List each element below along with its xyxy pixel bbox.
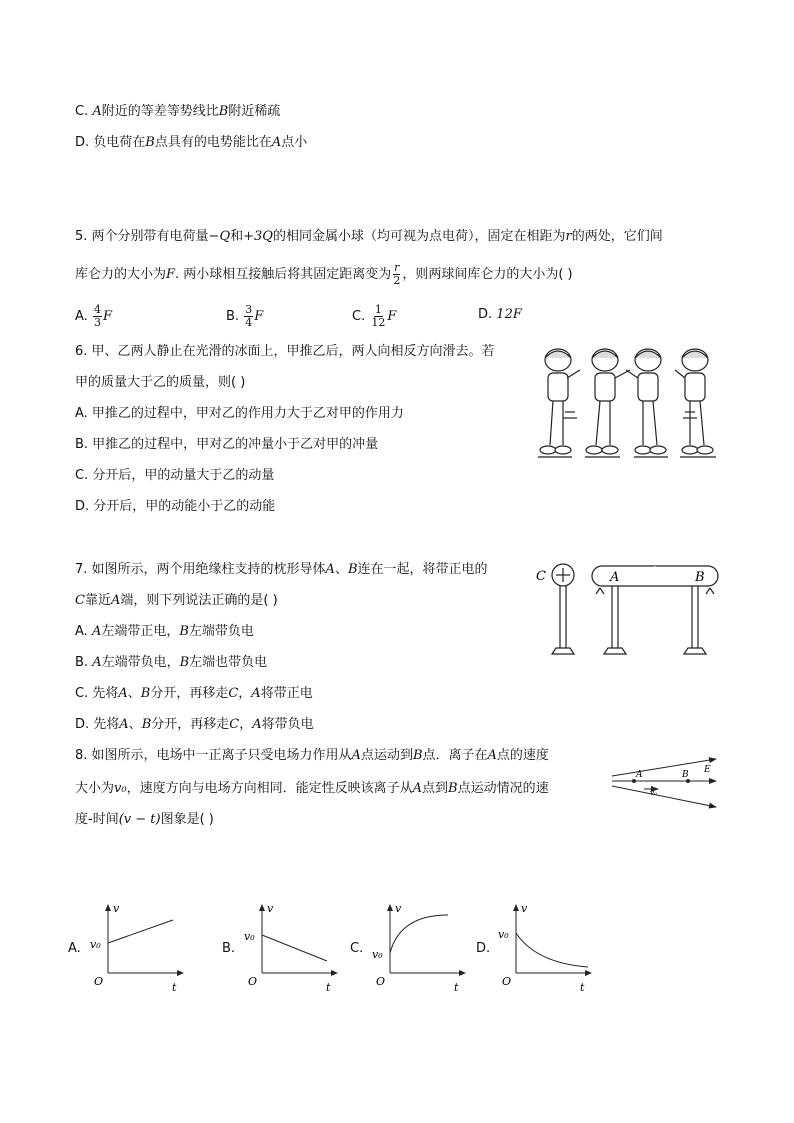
label-t: t [580, 981, 585, 994]
field-lines-figure [608, 755, 723, 811]
label-origin: O [94, 975, 104, 988]
q5-option-d: D. 12F [478, 307, 522, 322]
q4-option-c: C. A附近的等差等势线比B附近稀疏 [75, 104, 281, 119]
label-v: v [267, 902, 274, 915]
label-v0: v₀ [244, 930, 255, 943]
vt-curve [108, 920, 173, 943]
q7-stem-line2: C靠近A端，则下列说法正确的是( ) [75, 593, 278, 608]
q7-option-a: A. A左端带正电，B左端带负电 [75, 624, 254, 639]
label-v: v [521, 902, 528, 915]
label-v0: v₀ [372, 948, 383, 961]
label-t: t [454, 981, 459, 994]
label-origin: O [502, 975, 512, 988]
vt-graph-0 [88, 895, 198, 995]
label-origin: O [248, 975, 258, 988]
q4-option-d: D. 负电荷在B点具有的电势能比在A点小 [75, 135, 308, 150]
label-v: v [395, 902, 402, 915]
q6-option-d: D. 分开后，甲的动能小于乙的动能 [75, 499, 276, 514]
q8-stem-line3: 度-时间(v − t)图象是( ) [75, 812, 214, 827]
skater-2 [585, 349, 630, 457]
conductor-figure [530, 558, 730, 663]
label-t: t [172, 981, 177, 994]
q7-stem-line1: 7. 如图所示，两个用绝缘柱支持的枕形导体A、B连在一起，将带正电的 [75, 562, 488, 577]
field-line-bottom [612, 786, 716, 807]
q8-stem-line2: 大小为v₀，速度方向与电场方向相同．能定性反映该离子从A点到B点运动情况的速 [75, 781, 549, 796]
label-b: B [695, 570, 705, 585]
label-e: E [704, 765, 711, 775]
q6-option-b: B. 甲推乙的过程中，甲对乙的冲量小于乙对甲的冲量 [75, 437, 379, 452]
q6-stem-line2: 甲的质量大于乙的质量，则( ) [75, 375, 246, 390]
q5-stem-line1: 5. 两个分别带有电荷量−Q和+3Q的相同金属小球（均可视为点电荷），固定在相距为r的两处，它们间 [75, 229, 663, 244]
label-a: A [636, 770, 643, 780]
graph-option-label-2: C. [350, 941, 364, 956]
q7-option-d: D. 先将A、B分开，再移走C，A将带负电 [75, 717, 314, 732]
vt-graph-3 [496, 895, 606, 995]
label-v0: v₀ [90, 938, 101, 951]
q7-option-b: B. A左端带负电，B左端也带负电 [75, 655, 268, 670]
graph-option-label-3: D. [476, 941, 491, 956]
label-a: A [610, 570, 620, 585]
vt-curve [516, 933, 588, 967]
label-c: C [536, 569, 546, 584]
q5-stem-line2: 库仑力的大小为F. 两小球相互接触后将其固定距离变为 $\frac{r}{2}$ ，则两球间库仑力的大小为( ) [75, 261, 573, 287]
skater-1 [538, 349, 580, 457]
vt-curve [390, 915, 448, 953]
q5-fraction-r-over-2: $\frac{r}{2}$ [393, 261, 401, 287]
label-v0: v₀ [650, 789, 657, 797]
label-v: v [113, 902, 120, 915]
skater-3 [626, 349, 668, 457]
q5-option-c: C. $\frac{1}{12}$ F [352, 303, 397, 329]
label-t: t [326, 981, 331, 994]
q6-stem-line1: 6. 甲、乙两人静止在光滑的冰面上，甲推乙后，两人向相反方向滑去。若 [75, 344, 495, 359]
graph-option-label-1: B. [222, 941, 236, 956]
field-line-top [612, 759, 716, 776]
q6-option-c: C. 分开后，甲的动量大于乙的动量 [75, 468, 275, 483]
label-b: B [682, 770, 689, 780]
q5-option-a: A. $\frac{4}{3}$ F [75, 303, 112, 329]
vt-graph-2 [370, 895, 480, 995]
q5-option-b: B. $\frac{3}{4}$ F [226, 303, 264, 329]
q6-option-a: A. 甲推乙的过程中，甲对乙的作用力大于乙对甲的作用力 [75, 406, 404, 421]
graph-option-label-0: A. [68, 941, 81, 956]
vt-curve [262, 935, 327, 961]
q7-option-c: C. 先将A、B分开，再移走C，A将带正电 [75, 686, 313, 701]
label-v0: v₀ [498, 928, 509, 941]
skaters-figure [530, 340, 725, 465]
vt-graph-1 [242, 895, 352, 995]
skater-4 [675, 349, 716, 457]
label-origin: O [376, 975, 386, 988]
q8-stem-line1: 8. 如图所示，电场中一正离子只受电场力作用从A点运动到B点．离子在A点的速度 [75, 748, 549, 763]
